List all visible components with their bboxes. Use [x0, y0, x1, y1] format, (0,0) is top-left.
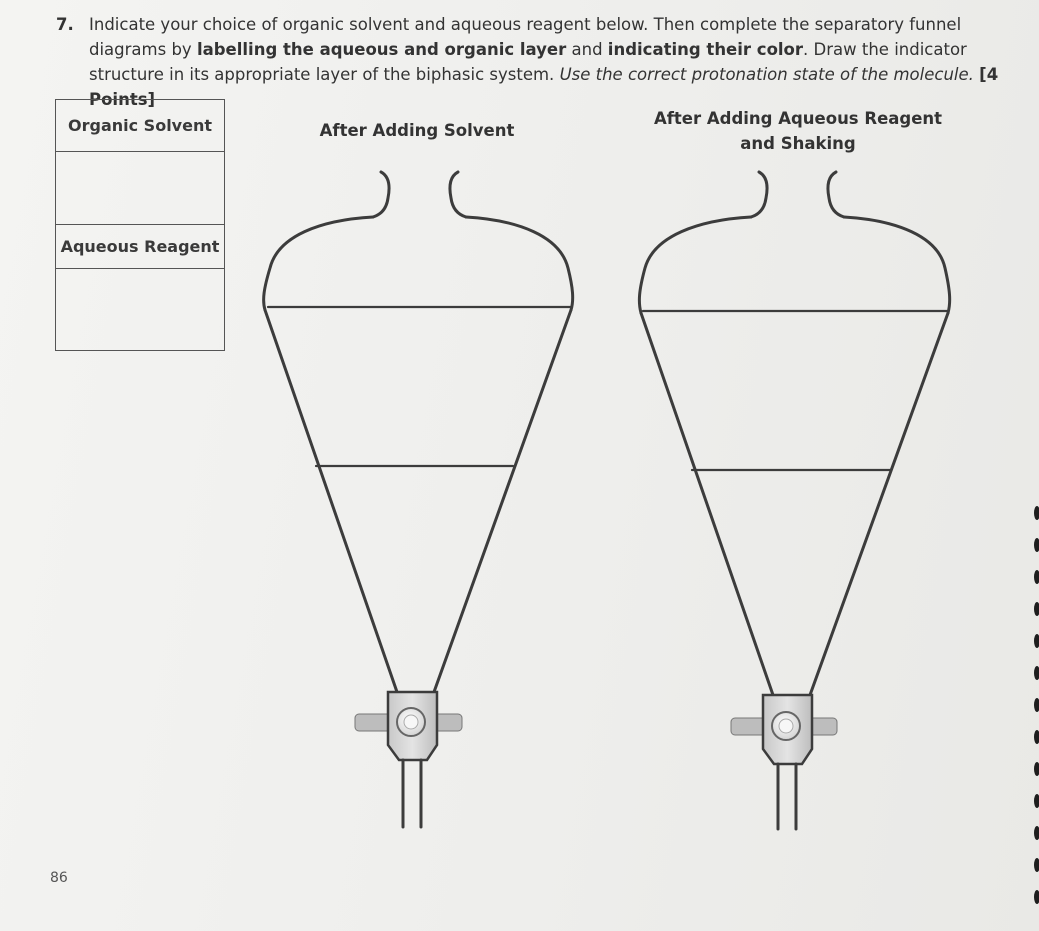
right-funnel-neck-left: [751, 172, 767, 217]
left-funnel-neck-right: [450, 172, 466, 217]
question-text-bold-labelling: labelling the aqueous and organic layer: [196, 40, 567, 59]
right-separatory-funnel: [639, 172, 949, 695]
right-funnel-dome-left: [639, 217, 751, 313]
left-funnel-neck-left: [373, 172, 389, 217]
right-funnel-dome-right: [844, 217, 950, 313]
left-separatory-funnel: [264, 172, 573, 692]
question-text-part-3: and: [566, 40, 608, 59]
organic-solvent-header: Organic Solvent: [56, 100, 224, 152]
right-funnel-neck-right: [828, 172, 844, 217]
question-text-part-1: Indicate your choice of organic solvent and aqueous reagent below. Then complete the separatory funnel diagrams by: [89, 15, 962, 59]
spiral-binding: [1034, 506, 1039, 904]
question-text-italic-protonation: Use the correct protonation state of the molecule.: [559, 65, 974, 84]
left-funnel-title-text: After Adding Solvent: [319, 121, 515, 140]
question-points: [4 Points]: [89, 65, 999, 109]
right-funnel-cone-right: [810, 313, 948, 695]
right-funnel-title-line-1: After Adding Aqueous Reagent: [653, 109, 943, 128]
right-stopcock-knob-center: [779, 719, 793, 733]
question-text-bold-color: indicating their color: [607, 40, 804, 59]
right-stopcock[interactable]: [731, 695, 837, 829]
left-funnel-cone-right: [434, 310, 571, 692]
left-funnel-cone-left: [265, 310, 397, 692]
right-funnel-title-line-2: and Shaking: [740, 134, 856, 153]
left-stopcock-knob-center: [404, 715, 418, 729]
question-number: 7.: [56, 15, 74, 34]
left-funnel-dome-left: [264, 217, 373, 310]
page-number: 86: [50, 870, 68, 886]
left-stopcock[interactable]: [355, 692, 462, 827]
question-text-part-5: . Draw the indicator structure in its appropriate layer of the biphasic system.: [89, 40, 967, 84]
aqueous-reagent-header: Aqueous Reagent: [56, 225, 224, 269]
left-funnel-dome-right: [466, 217, 573, 310]
right-funnel-cone-left: [641, 313, 773, 695]
